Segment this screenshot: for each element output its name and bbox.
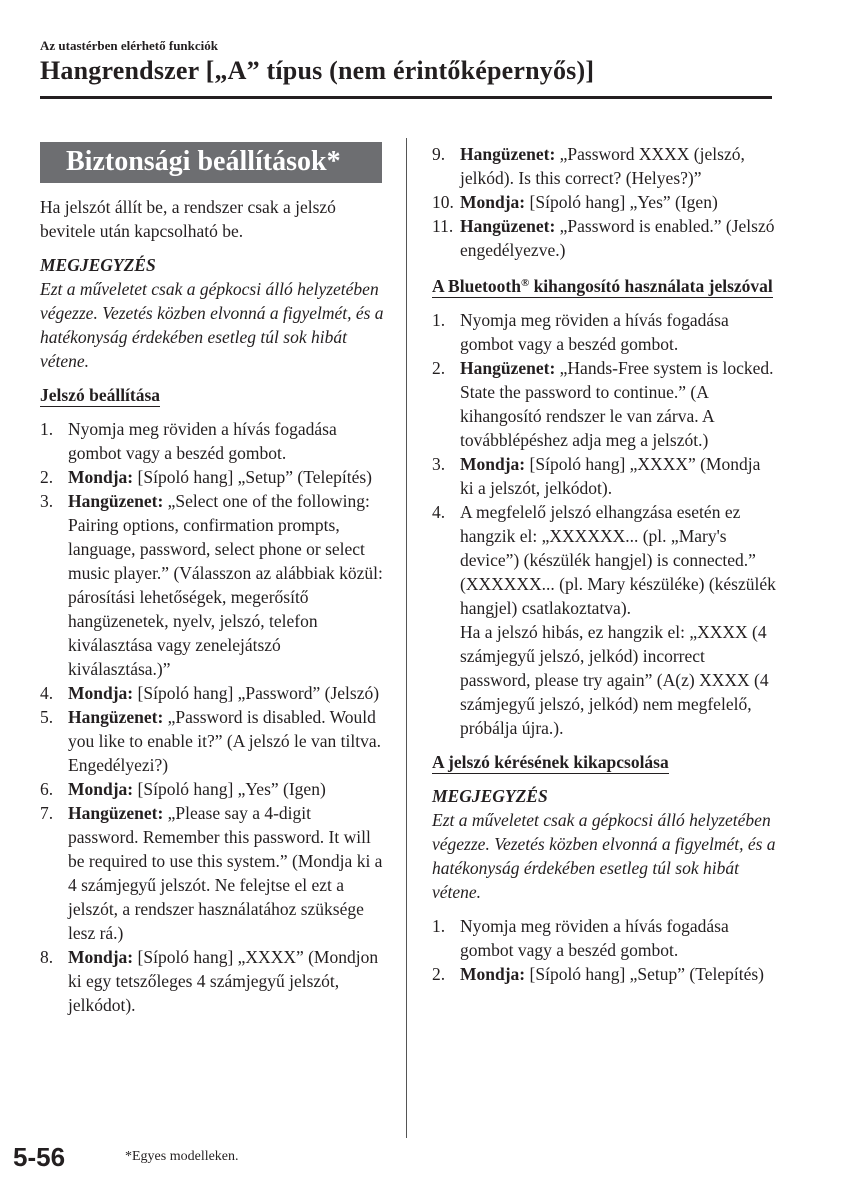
step-text: „Password is disabled. Would you like to enable it?” (A jelszó le van tiltva. Engedélyezi?)	[68, 707, 381, 775]
page-number: 5-56	[13, 1142, 66, 1172]
right-column	[432, 142, 777, 986]
list-item	[432, 356, 777, 452]
step-keyword: Hangüzenet:	[68, 707, 164, 727]
step-text: „Hands-Free system is locked. State the password to continue.” (A kihangosító rendszer le van zárva. A továbblépéshez adja meg a jelszót.)	[460, 358, 774, 450]
step-number: 2.	[432, 964, 446, 984]
step-keyword: Hangüzenet:	[460, 144, 556, 164]
subheading-bluetooth-password	[432, 272, 773, 298]
step-text: [Sípoló hang] „XXXX” (Mondjon ki egy tetszőleges 4 számjegyű jelszót, jelkódot).	[68, 947, 379, 1015]
step-number: 11.	[432, 216, 454, 236]
step-text: [Sípoló hang] „Setup” (Telepítés)	[525, 964, 764, 984]
note-body-2: Ezt a műveletet csak a gépkocsi álló helyzetében végezze. Vezetés közben elvonná a figyelmét, és a hatékonyság érdekében esetleg túl sok hibát vétene.	[432, 810, 776, 902]
subheading-disable-password: A jelszó kérésének kikapcsolása	[432, 752, 669, 772]
step-number: 3.	[40, 491, 54, 511]
section-title: Biztonsági beállítások*	[40, 142, 382, 183]
step-number: 1.	[432, 310, 446, 330]
list-item	[40, 801, 385, 945]
step-keyword: Mondja:	[68, 779, 134, 799]
footnote: *Egyes modelleken.	[125, 1149, 239, 1164]
list-item	[40, 681, 385, 705]
note-body: Ezt a műveletet csak a gépkocsi álló helyzetében végezze. Vezetés közben elvonná a figyelmét, és a hatékonyság érdekében esetleg túl sok hibát vétene.	[40, 279, 384, 371]
intro-text: Ha jelszót állít be, a rendszer csak a jelszó bevitele után kapcsolható be.	[40, 197, 336, 241]
step-number: 5.	[40, 707, 54, 727]
step-text: [Sípoló hang] „Password” (Jelszó)	[133, 683, 380, 703]
step-keyword: Mondja:	[460, 454, 526, 474]
step-text: Nyomja meg röviden a hívás fogadása gombot vagy a beszéd gombot.	[68, 419, 337, 463]
step-number: 4.	[432, 502, 446, 522]
step-keyword: Hangüzenet:	[460, 358, 556, 378]
step-keyword: Mondja:	[460, 192, 526, 212]
page-title: Hangrendszer [„A” típus (nem érintőképernyős)]	[40, 56, 595, 85]
list-item	[432, 308, 777, 356]
column-divider	[406, 138, 407, 1138]
steps-set-password	[40, 417, 385, 1017]
list-item	[40, 945, 385, 1017]
step-number: 3.	[432, 454, 446, 474]
step-text: Nyomja meg röviden a hívás fogadása gombot vagy a beszéd gombot.	[460, 310, 729, 354]
registered-mark: ®	[520, 277, 530, 289]
step-number: 2.	[432, 358, 446, 378]
step-text: „Password XXXX (jelszó, jelkód). Is this correct? (Helyes?)”	[460, 144, 745, 188]
step-text: A megfelelő jelszó elhangzása esetén ez hangzik el: „XXXXXX... (pl. „Mary's device”) (készülék hangjel) is connected.” (XXXXXX... (pl. Mary készüléke) (készülék hangjel) csatlakoztatva).	[460, 502, 776, 618]
step-text: [Sípoló hang] „Yes” (Igen)	[525, 192, 718, 212]
list-item	[40, 705, 385, 777]
step-text: [Sípoló hang] „Setup” (Telepítés)	[133, 467, 372, 487]
list-item	[432, 452, 777, 500]
list-item	[432, 190, 777, 214]
step-keyword: Hangüzenet:	[68, 803, 164, 823]
list-item	[432, 914, 777, 962]
step-keyword: Hangüzenet:	[68, 491, 164, 511]
left-column	[40, 140, 385, 1017]
step-number: 1.	[40, 419, 54, 439]
subheading-set-password: Jelszó beállítása	[40, 385, 161, 405]
step-number: 2.	[40, 467, 54, 487]
step-number: 6.	[40, 779, 54, 799]
step-number: 10.	[432, 192, 454, 212]
list-item	[40, 777, 385, 801]
step-keyword: Mondja:	[460, 964, 526, 984]
list-item	[432, 214, 777, 262]
wrong-password-text: Ha a jelszó hibás, ez hangzik el: „XXXX (4 számjegyű jelszó, jelkód) incorrect password, please try again” (A(z) XXXX (4 számjegyű jelszó, jelkód) nem megfelelő, próbálja újra.).	[460, 622, 769, 738]
step-keyword: Mondja:	[68, 947, 134, 967]
step-number: 4.	[40, 683, 54, 703]
step-text: „Password is enabled.” (Jelszó engedélyezve.)	[460, 216, 775, 260]
subheading-bluetooth-pre: A Bluetooth	[432, 276, 521, 296]
list-item	[432, 962, 777, 986]
running-header: Az utastérben elérhető funkciók	[40, 38, 219, 53]
step-text: [Sípoló hang] „Yes” (Igen)	[133, 779, 326, 799]
note-title-2: MEGJEGYZÉS	[432, 786, 548, 806]
step-keyword: Mondja:	[68, 467, 134, 487]
step-keyword: Hangüzenet:	[460, 216, 556, 236]
title-rule	[40, 96, 772, 99]
step-text: Nyomja meg röviden a hívás fogadása gombot vagy a beszéd gombot.	[460, 916, 729, 960]
list-item	[432, 142, 777, 190]
list-item	[40, 417, 385, 465]
step-keyword: Mondja:	[68, 683, 134, 703]
step-number: 9.	[432, 144, 446, 164]
list-item	[40, 489, 385, 681]
list-item	[40, 465, 385, 489]
steps-set-password-cont	[432, 142, 777, 262]
step-number: 1.	[432, 916, 446, 936]
note-title: MEGJEGYZÉS	[40, 255, 156, 275]
list-item	[432, 500, 777, 620]
step-text: „Please say a 4-digit password. Remember this password. It will be required to use this system.” (Mondja ki a 4 számjegyű jelszót. Ne felejtse el ezt a jelszót, a rendszer használatához szüksége lesz rá.)	[68, 803, 383, 943]
step-number: 8.	[40, 947, 54, 967]
steps-bluetooth-password	[432, 308, 777, 620]
step-text: [Sípoló hang] „XXXX” (Mondja ki a jelszót, jelkódot).	[460, 454, 761, 498]
step-number: 7.	[40, 803, 54, 823]
step-text: „Select one of the following: Pairing options, confirmation prompts, language, password, select phone or select music player.” (Válasszon az alábbiak közül: párosítási lehetőségek, megerősítő hangüzenetek, nyelv, jelszó, telefon kiválasztása vagy zenelejátszó kiválasztása.)”	[68, 491, 383, 679]
steps-disable-password	[432, 914, 777, 986]
subheading-bluetooth-post: kihangosító használata jelszóval	[529, 276, 773, 296]
